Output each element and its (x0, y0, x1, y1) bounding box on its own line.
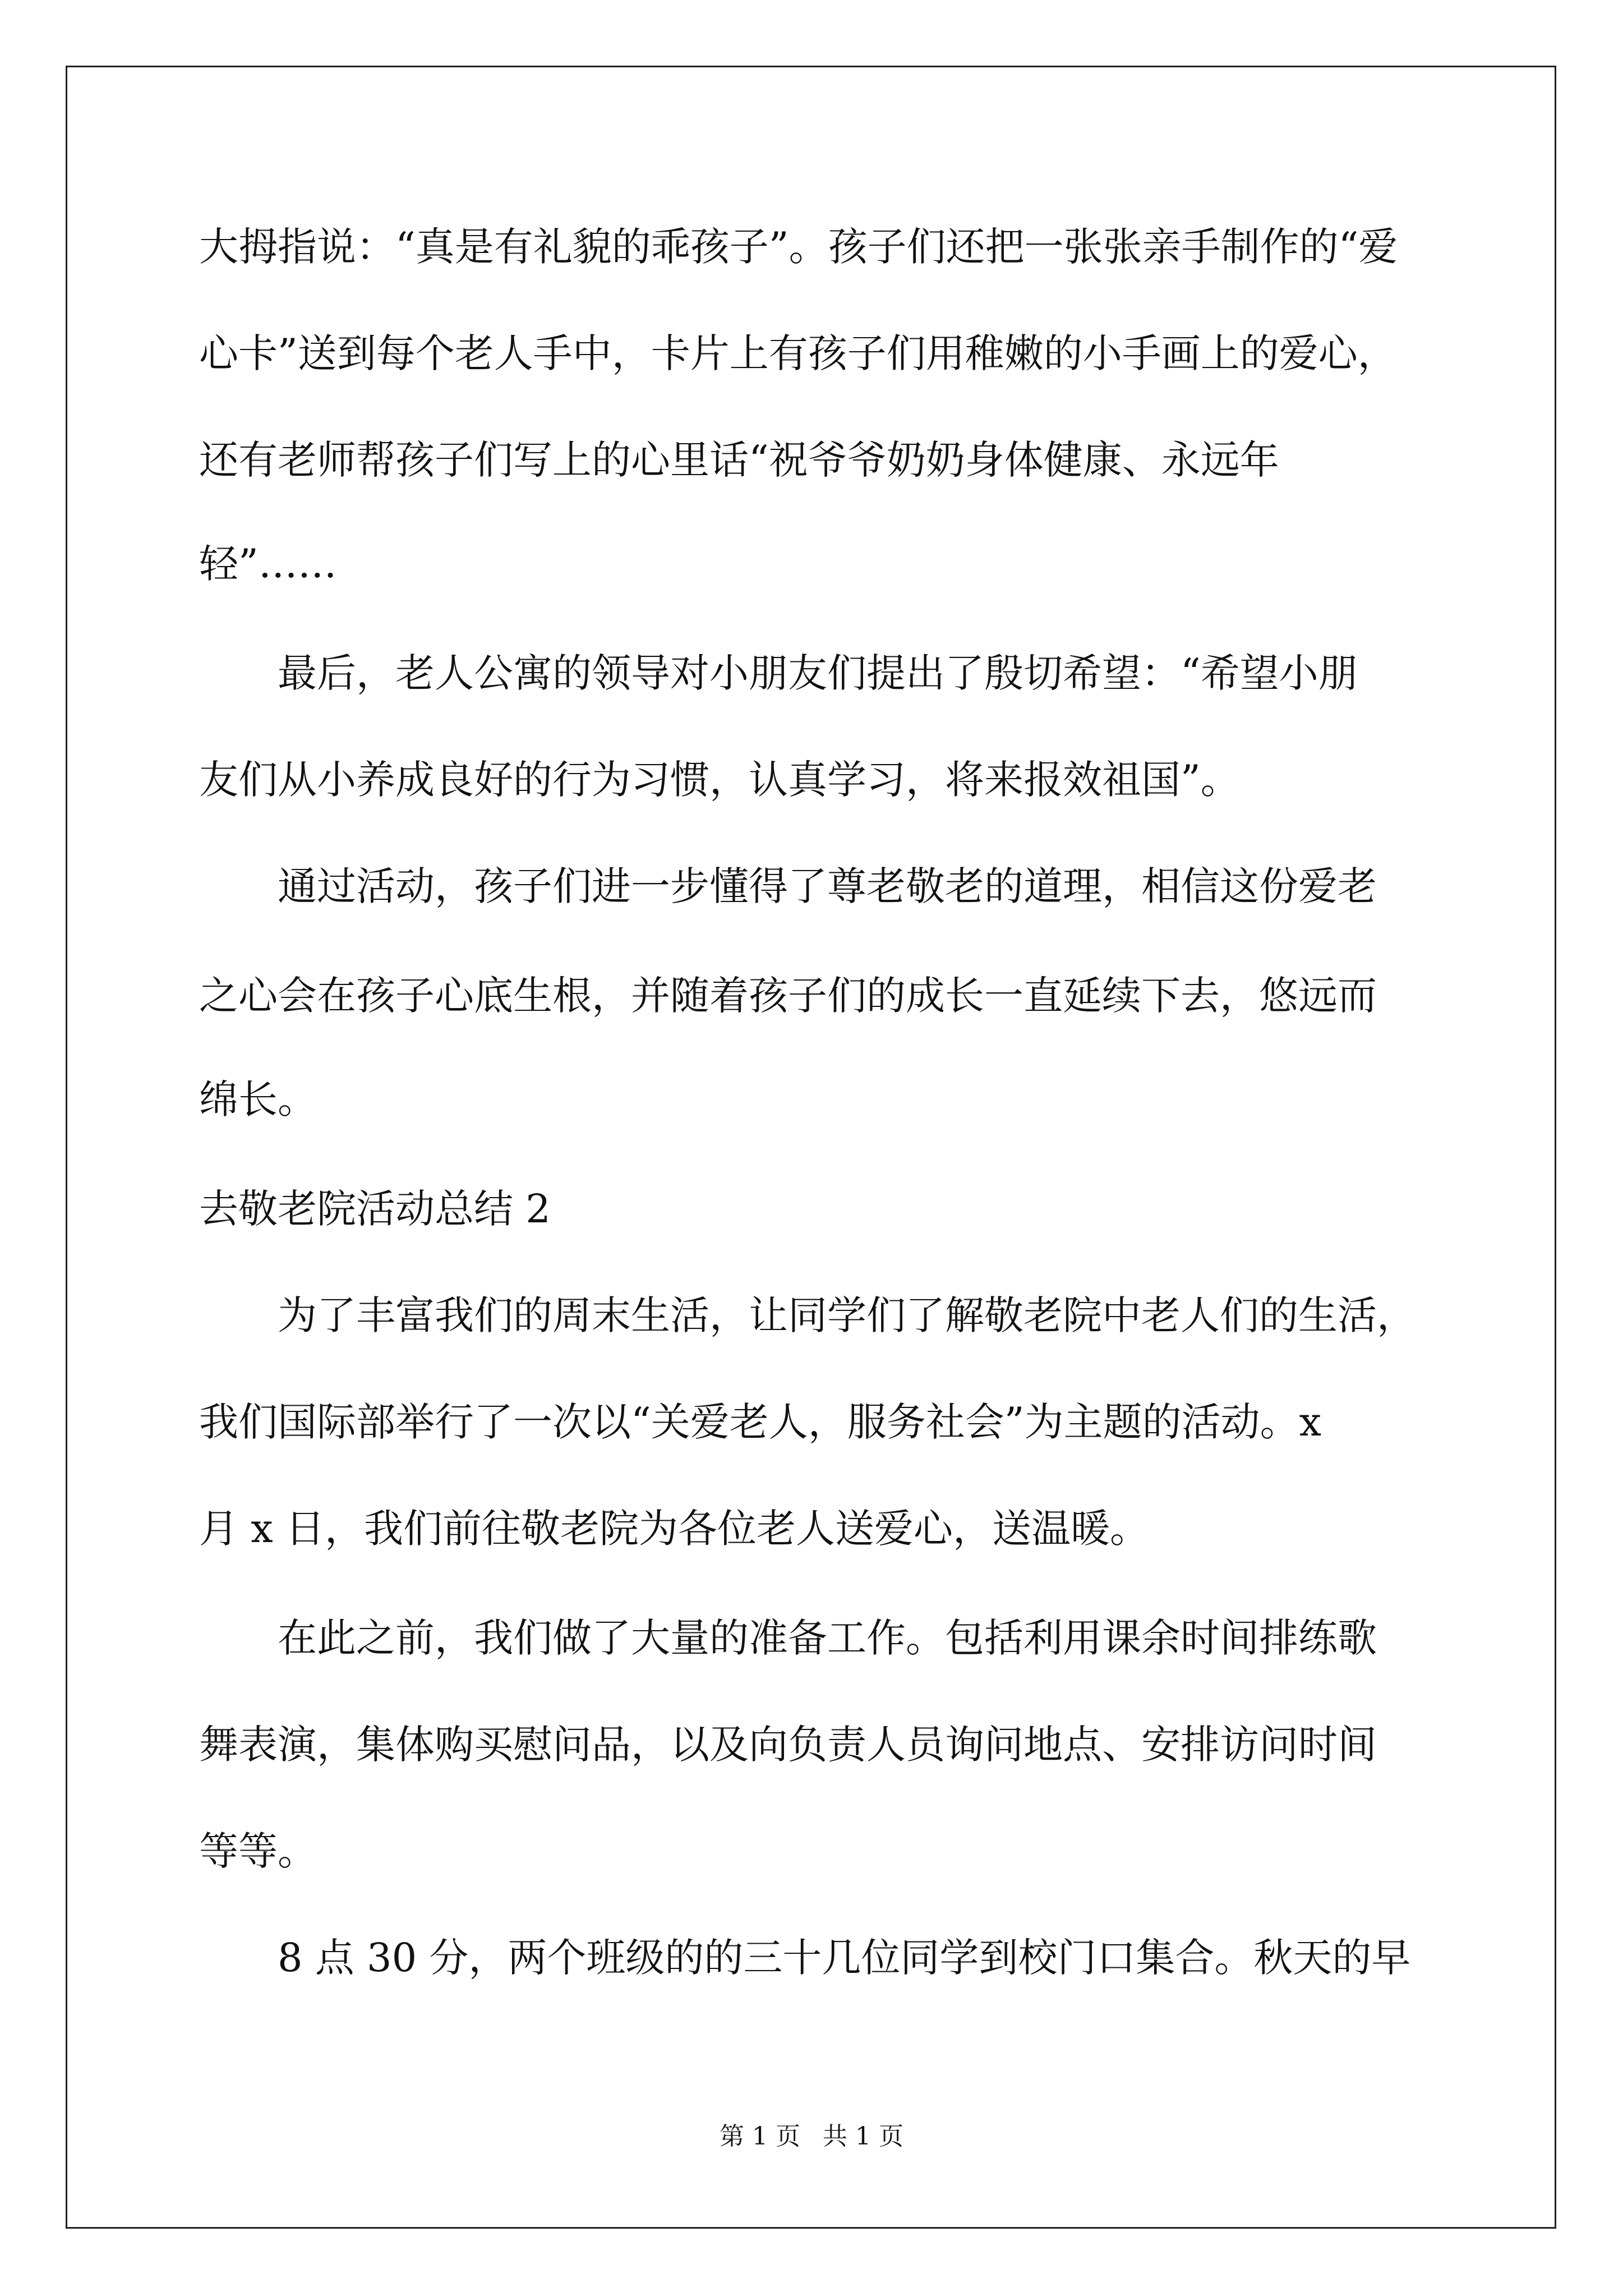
text-line: 友们从小养成良好的行为习惯，认真学习，将来报效祖国”。 (199, 757, 1240, 803)
text-line: 月 x 日，我们前往敬老院为各位老人送爱心，送温暖。 (199, 1506, 1149, 1552)
page-total: 共 1 页 (823, 2122, 903, 2151)
text-line: 绵长。 (199, 1076, 317, 1122)
text-line: 我们国际部举行了一次以“关爱老人，服务社会”为主题的活动。x (199, 1399, 1322, 1445)
text-line: 轻”…… (199, 541, 337, 587)
text-line: 等等。 (199, 1828, 317, 1874)
page-number: 第 1 页 (720, 2122, 800, 2151)
text-line: 通过活动，孩子们进一步懂得了尊老敬老的道理，相信这份爱老 (199, 863, 1377, 909)
page-footer (0, 2120, 1623, 2154)
text-line: 大拇指说：“真是有礼貌的乖孩子”。孩子们还把一张张亲手制作的“爱 (199, 224, 1398, 270)
text-line: 之心会在孩子心底生根，并随着孩子们的成长一直延续下去，悠远而 (199, 973, 1377, 1019)
text-line: 还有老师帮孩子们写上的心里话“祝爷爷奶奶身体健康、永远年 (199, 437, 1279, 483)
page-border (66, 66, 1556, 2229)
text-line: 最后，老人公寓的领导对小朋友们提出了殷切希望：“希望小朋 (199, 650, 1358, 696)
text-line: 舞表演，集体购买慰问品，以及向负责人员询问地点、安排访问时间 (199, 1722, 1377, 1768)
text-line: 在此之前，我们做了大量的准备工作。包括利用课余时间排练歌 (199, 1615, 1377, 1661)
text-line: 8 点 30 分，两个班级的的三十几位同学到校门口集合。秋天的早 (199, 1935, 1411, 1981)
text-line: 为了丰富我们的周末生活，让同学们了解敬老院中老人们的生活， (199, 1292, 1416, 1338)
text-line: 心卡”送到每个老人手中，卡片上有孩子们用稚嫩的小手画上的爱心， (199, 330, 1397, 376)
section-heading: 去敬老院活动总结 2 (199, 1186, 551, 1232)
